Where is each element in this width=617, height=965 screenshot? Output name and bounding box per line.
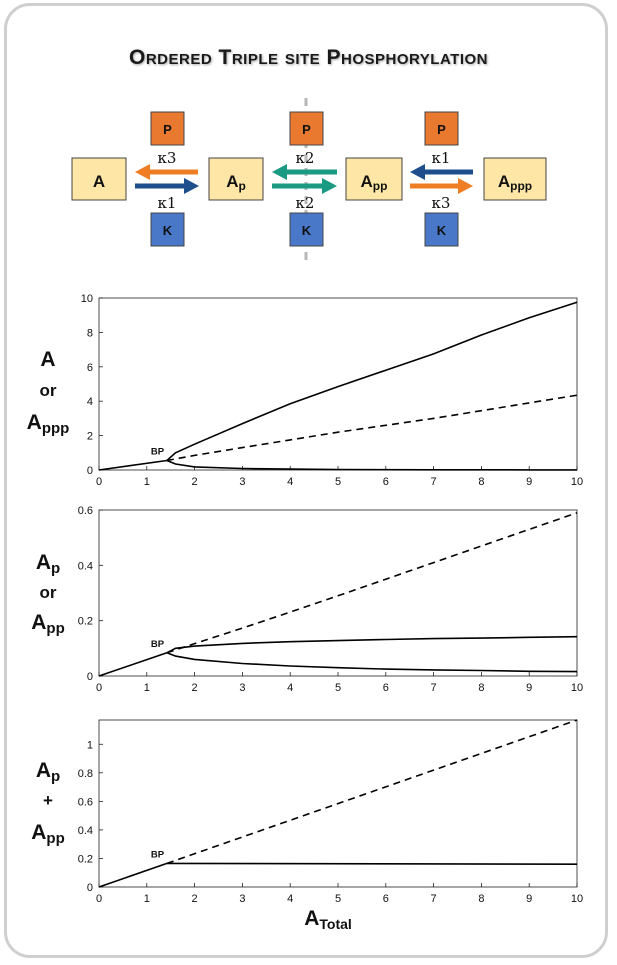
kinase-label: K xyxy=(301,223,312,238)
plot-frame xyxy=(99,298,577,470)
y-tick-label: 0.2 xyxy=(77,615,93,628)
series-line-4-dashed xyxy=(167,395,577,460)
series-line-3-solid xyxy=(167,461,577,470)
y-tick-label: 6 xyxy=(86,361,93,374)
series-line-1-solid xyxy=(99,461,167,471)
x-tick-label: 3 xyxy=(239,476,246,488)
rate-label-1-bottom: κ1 xyxy=(157,194,177,212)
species-appp-label: A xyxy=(497,172,511,191)
y-axis-label-line: App xyxy=(31,821,65,847)
y-axis-label-line: Ap xyxy=(35,759,61,785)
species-appp-sub: ppp xyxy=(510,179,533,193)
kinase-label: K xyxy=(162,223,173,238)
x-tick-label: 5 xyxy=(334,893,342,905)
y-axis-label-line: Ap xyxy=(35,551,61,577)
x-tick-label: 10 xyxy=(570,682,584,694)
x-tick-label: 1 xyxy=(143,893,150,905)
series-line-3-solid xyxy=(167,653,577,672)
series-line-2-solid xyxy=(167,302,577,460)
y-tick-label: 1 xyxy=(86,739,93,752)
species-app-sub: pp xyxy=(372,179,388,193)
x-tick-label: 0 xyxy=(95,893,103,905)
series-line-2-solid xyxy=(167,637,577,653)
series-line-2-solid xyxy=(167,863,577,864)
x-tick-label: 0 xyxy=(95,682,103,694)
y-tick-label: 0.6 xyxy=(77,505,93,517)
chart-panel-1 xyxy=(27,293,583,488)
x-tick-label: 8 xyxy=(478,682,485,694)
chart-panel-3 xyxy=(31,720,583,905)
y-axis-label-line: or xyxy=(39,381,57,400)
y-tick-label: 4 xyxy=(86,396,93,409)
x-tick-label: 8 xyxy=(478,476,485,488)
y-axis-label-line: A xyxy=(40,348,56,371)
x-axis-label: ATotal xyxy=(304,907,352,932)
series-line-1-solid xyxy=(99,653,167,676)
y-tick-label: 10 xyxy=(80,293,93,305)
figure-title: Ordered Triple site Phosphorylation xyxy=(128,46,489,69)
x-tick-label: 7 xyxy=(430,476,437,488)
y-tick-label: 8 xyxy=(86,327,93,340)
x-tick-label: 1 xyxy=(143,682,150,694)
y-axis-label-line: + xyxy=(43,791,53,810)
rate-label-3-top: κ1 xyxy=(431,149,451,167)
y-axis-label-line: Appp xyxy=(26,411,70,437)
rate-label-2-top: κ2 xyxy=(295,149,315,167)
y-tick-label: 0 xyxy=(86,882,93,894)
x-tick-label: 6 xyxy=(382,476,389,488)
y-tick-label: 0.4 xyxy=(77,824,93,837)
x-tick-label: 1 xyxy=(143,476,150,488)
x-tick-label: 0 xyxy=(95,476,103,488)
x-tick-label: 7 xyxy=(430,893,437,905)
x-tick-label: 6 xyxy=(382,893,389,905)
bp-annotation: BP xyxy=(150,638,165,650)
y-axis-label-line: App xyxy=(31,611,65,637)
species-ap-sub: p xyxy=(238,179,246,193)
rate-label-2-bottom: κ2 xyxy=(295,194,315,212)
x-tick-label: 3 xyxy=(239,893,246,905)
x-tick-label: 6 xyxy=(382,682,389,694)
x-tick-label: 4 xyxy=(287,893,294,905)
y-tick-label: 0 xyxy=(86,465,93,477)
x-tick-label: 5 xyxy=(334,476,342,488)
x-tick-label: 4 xyxy=(287,682,294,694)
x-tick-label: 10 xyxy=(570,476,584,488)
y-tick-label: 2 xyxy=(86,430,93,443)
x-tick-label: 8 xyxy=(478,893,485,905)
y-tick-label: 0.4 xyxy=(77,560,93,573)
phosphatase-label: P xyxy=(437,122,446,137)
series-line-3-dashed xyxy=(167,720,577,863)
x-tick-label: 2 xyxy=(191,893,198,905)
x-tick-label: 9 xyxy=(526,682,533,694)
x-tick-label: 3 xyxy=(239,682,246,694)
x-tick-label: 5 xyxy=(334,682,342,694)
species-app-label: A xyxy=(360,172,373,191)
chart-panel-2 xyxy=(31,505,583,694)
rate-label-1-top: κ3 xyxy=(157,149,177,167)
series-line-4-dashed xyxy=(167,513,577,653)
x-tick-label: 7 xyxy=(430,682,437,694)
y-tick-label: 0 xyxy=(86,671,93,683)
x-tick-label: 2 xyxy=(191,476,198,488)
series-line-1-solid xyxy=(99,863,167,887)
x-tick-label: 9 xyxy=(526,893,533,905)
y-tick-label: 0.8 xyxy=(77,767,93,780)
y-tick-label: 0.2 xyxy=(77,853,93,866)
species-ap-label: A xyxy=(226,172,239,191)
x-tick-label: 10 xyxy=(570,893,584,905)
kinase-label: K xyxy=(436,223,447,238)
phosphatase-label: P xyxy=(302,122,311,137)
y-axis-label-line: or xyxy=(39,583,57,602)
x-tick-label: 2 xyxy=(191,682,198,694)
phosphatase-label: P xyxy=(163,122,172,137)
x-tick-label: 4 xyxy=(287,476,294,488)
rate-label-3-bottom: κ3 xyxy=(431,194,451,212)
species-a-label: A xyxy=(92,172,106,191)
bp-annotation: BP xyxy=(150,849,165,861)
x-tick-label: 9 xyxy=(526,476,533,488)
bp-annotation: BP xyxy=(150,446,165,458)
y-tick-label: 0.6 xyxy=(77,796,93,809)
